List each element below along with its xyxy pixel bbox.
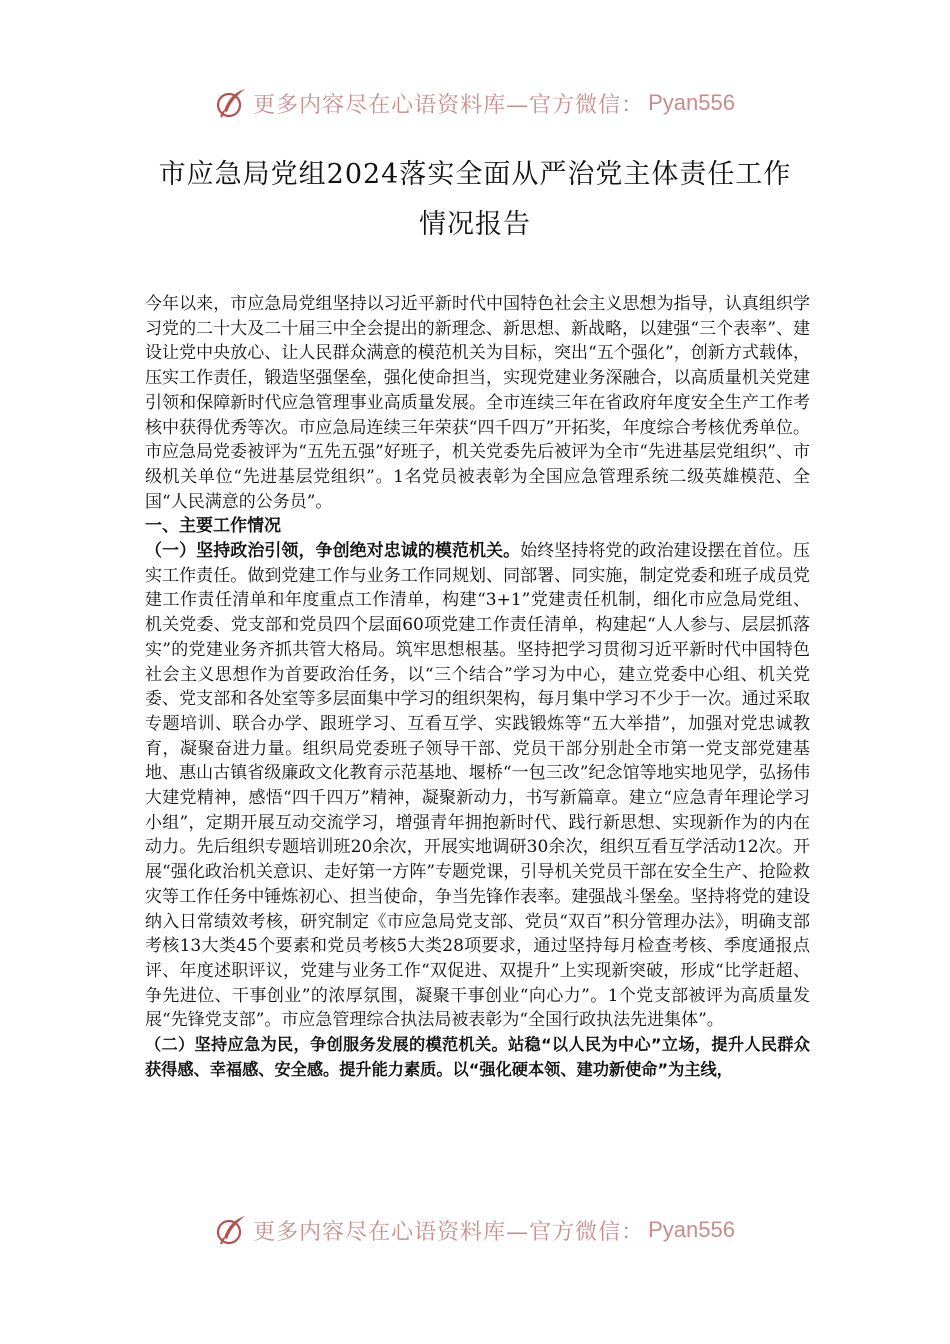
section-heading: 一、主要工作情况	[145, 516, 281, 537]
intro-paragraph: 今年以来，市应急局党组坚持以习近平新时代中国特色社会主义思想为指导，认真组织学习党的二十大及二十届三中全会提出的新理念、新思想、新战略，以建强“三个表率”、建设让党中央放心、让人民群众满意的模范机关为目标，突出“五个强化”，创新方式载体，压实工作责任，锻造坚强堡垒，强化使命担当，实现党建业务深融合，以高质量机关党建引领和保障新时代应急管理事业高质量发展。全市连续三年在省政府年度安全生产工作考核中获得优秀等次。市应急局连续三年荣获“四千四万”开拓奖，年度综合考核优秀单位。市应急局党委被评为“五先五强”好班子，机关党委先后被评为全市“先进基层党组织”、市级机关单位“先进基层党组织”。1名党员被表彰为全国应急管理系统二级英雄模范、全国“人民满意的公务员”。	[145, 294, 810, 512]
watermark-banner-top	[0, 83, 950, 123]
subsection2-paragraph: （二）坚持应急为民，争创服务发展的模范机关。站稳“以人民为中心”立场，提升人民群众获得感、幸福感、安全感。提升能力素质。以“强化硬本领、建功新使命”为主线，	[145, 1035, 810, 1079]
watermark-id: Pyan556	[648, 90, 735, 115]
subsection1-body: 始终坚持将党的政治建设摆在首位。压实工作责任。做到党建工作与业务工作同规划、同部署、同实施，制定党委和班子成员党建工作责任清单和年度重点工作清单，构建“3+1”党建责任机制，细化市应急局党组、机关党委、党支部和党员四个层面60项党建工作责任清单，构建起“人人参与、层层抓落实”的党建业务齐抓共管大格局。筑牢思想根基。坚持把学习贯彻习近平新时代中国特色社会主义思想作为首要政治任务，以“三个结合”学习为中心，建立党委中心组、机关党委、党支部和各处室等多层面集中学习的组织架构，每月集中学习不少于一次。通过采取专题培训、联合办学、跟班学习、互看互学、实践锻炼等“五大举措”，加强对党忠诚教育，凝聚奋进力量。组织局党委班子领导干部、党员干部分别赴全市第一党支部党建基地、惠山古镇省级廉政文化教育示范基地、堰桥“一包三改”纪念馆等地实地见学，弘扬伟大建党精神，感悟“四千四万”精神，凝聚新动力，书写新篇章。建立“应急青年理论学习小组”，定期开展互动交流学习，增强青年拥抱新时代、践行新思想、实现新作为的内在动力。先后组织专题培训班20余次，开展实地调研30余次，组织互看互学活动12次。开展“强化政治机关意识、走好第一方阵”专题党课，引导机关党员干部在安全生产、抢险救灾等工作任务中锤炼初心、担当使命，争当先锋作表率。建强战斗堡垒。坚持将党的建设纳入日常绩效考核，研究制定《市应急局党支部、党员“双百”积分管理办法》，明确支部考核13大类45个要素和党员考核5大类28项要求，通过坚持每月检查考核、季度通报点评、年度述职评议，党建与业务工作“双促进、双提升”上实现新突破，形成“比学赶超、争先进位、干事创业”的浓厚氛围，凝聚干事创业“向心力”。1个党支部被评为高质量发展“先锋党支部”。市应急管理综合执法局被表彰为“全国行政执法先进集体”。	[145, 541, 811, 1031]
watermark-banner-bottom	[0, 1210, 950, 1250]
document-title-line2: 情况报告	[419, 209, 531, 240]
feather-pen-icon	[215, 86, 249, 120]
document-title-line1: 市应急局党组2024落实全面从严治党主体责任工作	[158, 159, 792, 190]
feather-pen-icon	[215, 1213, 249, 1247]
document-body	[145, 292, 810, 1083]
watermark-text: 更多内容尽在心语资料库—官方微信：	[253, 1219, 645, 1245]
watermark-text: 更多内容尽在心语资料库—官方微信：	[253, 92, 645, 118]
subsection1-lead: （一）坚持政治引领，争创绝对忠诚的模范机关。	[145, 541, 521, 562]
watermark-id: Pyan556	[648, 1217, 735, 1242]
subsection1-paragraph	[145, 539, 810, 1033]
